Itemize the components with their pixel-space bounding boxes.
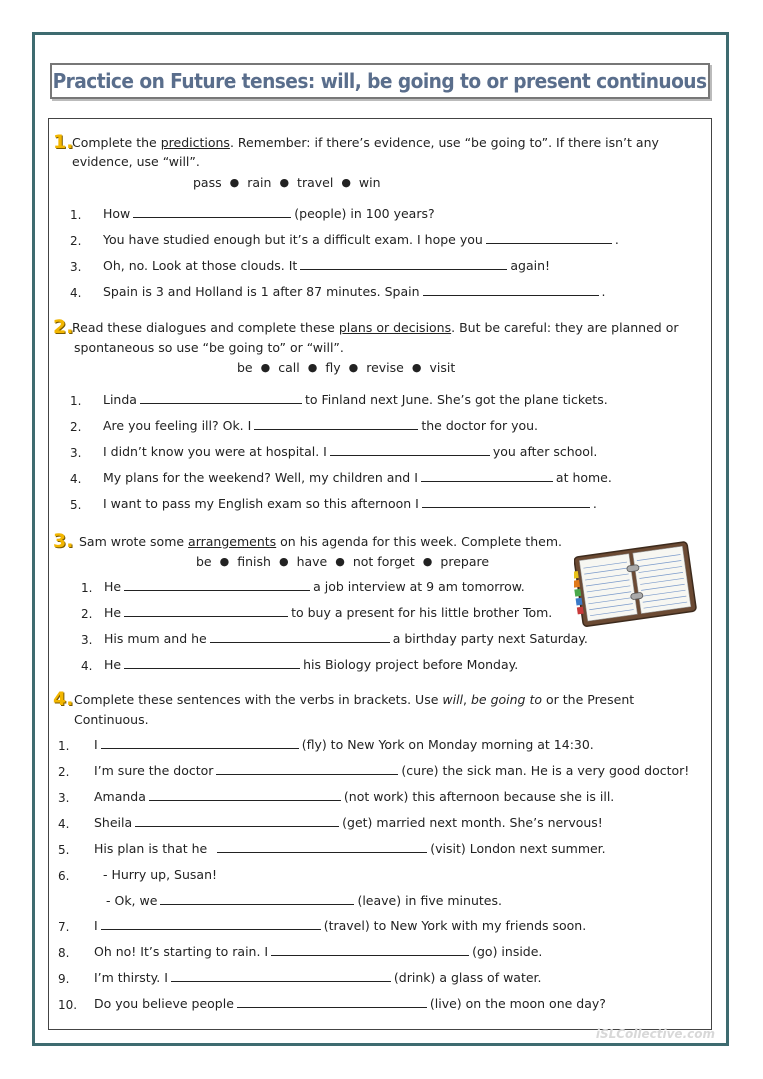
section-2-instruction xyxy=(72,320,678,336)
item-number: 10. xyxy=(58,998,78,1012)
sentence-end: to buy a present for his little brother Tom. xyxy=(291,605,553,620)
sentence-end: at home. xyxy=(555,470,612,485)
instruction-text: on his agenda for this week. Complete them. xyxy=(276,534,562,549)
section-3-number: 3. xyxy=(53,530,74,552)
sentence-end: (people) in 100 years? xyxy=(294,206,435,221)
bullet-icon: ● xyxy=(348,361,359,374)
exercise-sentence xyxy=(104,657,518,673)
sentence-end: (cure) the sick man. He is a very good doctor! xyxy=(401,763,690,778)
sentence-start: Are you feeling ill? Ok. I xyxy=(103,418,252,433)
bullet-icon: ● xyxy=(341,176,351,189)
exercise-sentence xyxy=(94,918,586,934)
exercise-sentence xyxy=(94,970,542,986)
instruction-text: Complete these sentences with the verbs in brackets. Use xyxy=(74,692,443,707)
answer-blank[interactable] xyxy=(422,496,590,508)
exercise-sentence xyxy=(103,470,612,486)
sentence-end: (travel) to New York with my friends soon. xyxy=(323,918,587,933)
instruction-text: Sam wrote some xyxy=(79,534,189,549)
bullet-icon: ● xyxy=(229,176,240,189)
sentence-start: How xyxy=(103,206,131,221)
sentence-start: - Ok, we xyxy=(106,893,158,908)
sentence-end: his Biology project before Monday. xyxy=(303,657,519,672)
sentence-start: He xyxy=(104,579,122,594)
section-4-instruction xyxy=(74,692,634,708)
section-1-instruction xyxy=(72,135,659,151)
sentence-end: a job interview at 9 am tomorrow. xyxy=(313,579,525,594)
exercise-sentence xyxy=(94,815,603,831)
bullet-icon: ● xyxy=(279,176,290,189)
item-number: 2. xyxy=(70,234,82,248)
item-number: 7. xyxy=(58,920,70,934)
instruction-keyword: be going to xyxy=(470,692,543,707)
sentence-start: Amanda xyxy=(94,789,146,804)
sentence-end: a birthday party next Saturday. xyxy=(392,631,588,646)
exercise-sentence xyxy=(94,944,542,960)
sentence-end: (leave) in five minutes. xyxy=(357,893,502,908)
wordbank-word: win xyxy=(358,175,381,190)
sentence-start: Oh no! It’s starting to rain. I xyxy=(94,944,269,959)
bullet-icon: ● xyxy=(260,361,271,374)
wordbank-word: finish xyxy=(237,554,271,569)
wordbank-word: call xyxy=(278,360,300,375)
wordbank-word: be xyxy=(196,554,212,569)
answer-blank[interactable] xyxy=(124,605,288,617)
exercise-sentence xyxy=(104,579,525,595)
sentence-end: . xyxy=(592,496,597,511)
wordbank-word: rain xyxy=(247,175,272,190)
wordbank-word: visit xyxy=(429,360,456,375)
section-1-instruction-line2: evidence, use “will”. xyxy=(72,154,200,169)
section-2-number: 2. xyxy=(53,316,74,338)
item-number: 1. xyxy=(70,208,82,222)
item-number: 5. xyxy=(58,843,70,857)
sentence-end: again! xyxy=(510,258,551,273)
instruction-text: Read these dialogues and complete these xyxy=(72,320,339,335)
answer-blank[interactable] xyxy=(423,284,599,296)
sentence-end: to Finland next June. She’s got the plane tickets. xyxy=(304,392,608,407)
answer-blank[interactable] xyxy=(271,944,469,956)
sentence-end: . xyxy=(601,284,606,299)
sentence-start: Do you believe people xyxy=(94,996,234,1011)
instruction-keyword: will xyxy=(442,692,464,707)
instruction-keyword: arrangements xyxy=(188,534,277,549)
wordbank-word: prepare xyxy=(440,554,490,569)
sentence-end: . xyxy=(614,232,619,247)
item-number: 4. xyxy=(58,817,70,831)
answer-blank[interactable] xyxy=(101,918,321,930)
instruction-text: , xyxy=(463,692,471,707)
sentence-start: Linda xyxy=(103,392,137,407)
item-number: 8. xyxy=(58,946,70,960)
item-number: 2. xyxy=(70,420,82,434)
item-number: 3. xyxy=(58,791,70,805)
wordbank-word: revise xyxy=(366,360,404,375)
exercise-sentence xyxy=(103,392,608,408)
dialogue-line: - Hurry up, Susan! xyxy=(103,867,218,882)
exercise-sentence xyxy=(103,418,538,434)
exercise-sentence xyxy=(94,789,614,805)
exercise-sentence xyxy=(103,232,619,248)
answer-blank[interactable] xyxy=(237,996,427,1008)
item-number: 3. xyxy=(70,446,82,460)
wordbank-word: be xyxy=(237,360,253,375)
bullet-icon: ● xyxy=(307,361,318,374)
sentence-start: You have studied enough but it’s a difficult exam. I hope you xyxy=(103,232,483,247)
exercise-sentence xyxy=(106,893,502,909)
instruction-text: . Remember: if there’s evidence, use “be going to”. If there isn’t any xyxy=(229,135,659,150)
sentence-start: I’m sure the doctor xyxy=(94,763,214,778)
sentence-end: you after school. xyxy=(492,444,598,459)
wordbank-word: pass xyxy=(193,175,222,190)
instruction-keyword: plans or decisions xyxy=(338,320,452,335)
answer-blank[interactable] xyxy=(330,444,490,456)
exercise-sentence xyxy=(103,444,597,460)
sentence-end: (not work) this afternoon because she is ill. xyxy=(343,789,615,804)
answer-blank[interactable] xyxy=(101,737,299,749)
exercise-sentence xyxy=(103,496,597,512)
exercise-sentence xyxy=(94,763,689,779)
page-title: Practice on Future tenses: will, be going to or present continuous xyxy=(53,69,707,93)
bullet-icon: ● xyxy=(411,361,422,374)
answer-blank[interactable] xyxy=(217,841,427,853)
wordbank-word: fly xyxy=(325,360,341,375)
item-number: 4. xyxy=(70,286,82,300)
section-1-wordbank xyxy=(193,175,381,191)
instruction-text: Complete the xyxy=(72,135,161,150)
answer-blank[interactable] xyxy=(486,232,612,244)
answer-blank[interactable] xyxy=(135,815,339,827)
exercise-sentence xyxy=(104,605,552,621)
answer-blank[interactable] xyxy=(149,789,341,801)
exercise-sentence xyxy=(104,631,588,647)
sentence-end: (get) married next month. She’s nervous! xyxy=(342,815,603,830)
sentence-end: (live) on the moon one day? xyxy=(429,996,606,1011)
item-number: 1. xyxy=(58,739,70,753)
section-1-number: 1. xyxy=(53,131,74,153)
section-4-number: 4. xyxy=(53,688,74,710)
item-number: 3. xyxy=(70,260,82,274)
sentence-start: I want to pass my English exam so this afternoon I xyxy=(103,496,419,511)
sentence-start: He xyxy=(104,657,122,672)
sentence-start: My plans for the weekend? Well, my children and I xyxy=(103,470,418,485)
sentence-end: the doctor for you. xyxy=(421,418,539,433)
bullet-icon: ● xyxy=(335,555,345,568)
exercise-sentence xyxy=(103,284,606,300)
answer-blank[interactable] xyxy=(254,418,418,430)
item-number: 5. xyxy=(70,498,82,512)
answer-blank[interactable] xyxy=(140,392,302,404)
section-3-instruction xyxy=(79,534,562,550)
answer-blank[interactable] xyxy=(210,631,390,643)
wordbank-word: travel xyxy=(297,175,334,190)
bullet-icon: ● xyxy=(219,555,230,568)
answer-blank[interactable] xyxy=(300,258,507,270)
sentence-end: (go) inside. xyxy=(472,944,543,959)
section-2-wordbank xyxy=(237,360,455,376)
sentence-start: His plan is that he xyxy=(94,841,208,856)
answer-blank[interactable] xyxy=(421,470,553,482)
answer-blank[interactable] xyxy=(124,657,300,669)
wordbank-word: have xyxy=(296,554,328,569)
exercise-sentence xyxy=(94,996,606,1012)
sentence-start: He xyxy=(104,605,122,620)
item-number: 1. xyxy=(81,581,93,595)
answer-blank[interactable] xyxy=(171,970,391,982)
sentence-start: Oh, no. Look at those clouds. It xyxy=(103,258,298,273)
section-3-wordbank xyxy=(196,554,489,570)
answer-blank[interactable] xyxy=(133,206,291,218)
sentence-end: (drink) a glass of water. xyxy=(393,970,542,985)
sentence-start: Sheila xyxy=(94,815,133,830)
exercise-sentence xyxy=(94,841,606,857)
bullet-icon: ● xyxy=(422,555,433,568)
answer-blank[interactable] xyxy=(216,763,398,775)
watermark: iSLCollective.com xyxy=(595,1027,715,1041)
instruction-keyword: predictions xyxy=(160,135,230,150)
item-number: 1. xyxy=(70,394,82,408)
item-number: 2. xyxy=(81,607,93,621)
exercise-sentence xyxy=(94,737,594,753)
item-number: 4. xyxy=(81,659,93,673)
item-number: 6. xyxy=(58,869,70,883)
title-box xyxy=(50,63,710,99)
exercise-sentence xyxy=(103,206,435,222)
sentence-start: His mum and he xyxy=(104,631,207,646)
bullet-icon: ● xyxy=(278,555,289,568)
sentence-end: (fly) to New York on Monday morning at 14:30. xyxy=(301,737,594,752)
item-number: 4. xyxy=(70,472,82,486)
sentence-start: Spain is 3 and Holland is 1 after 87 minutes. Spain xyxy=(103,284,420,299)
section-2-instruction-line2: spontaneous so use “be going to” or “will”. xyxy=(74,340,344,355)
sentence-end: (visit) London next summer. xyxy=(430,841,606,856)
sentence-start: I’m thirsty. I xyxy=(94,970,168,985)
answer-blank[interactable] xyxy=(124,579,310,591)
sentence-start: I xyxy=(94,737,98,752)
section-4-instruction-line2: Continuous. xyxy=(74,712,149,727)
instruction-text: or the Present xyxy=(542,692,635,707)
answer-blank[interactable] xyxy=(160,893,354,905)
sentence-start: I xyxy=(94,918,98,933)
agenda-notebook-icon xyxy=(574,537,698,629)
wordbank-word: not forget xyxy=(352,554,415,569)
instruction-text: . But be careful: they are planned or xyxy=(451,320,679,335)
item-number: 3. xyxy=(81,633,93,647)
item-number: 9. xyxy=(58,972,70,986)
item-number: 2. xyxy=(58,765,70,779)
exercise-sentence xyxy=(103,258,550,274)
sentence-start: I didn’t know you were at hospital. I xyxy=(103,444,327,459)
